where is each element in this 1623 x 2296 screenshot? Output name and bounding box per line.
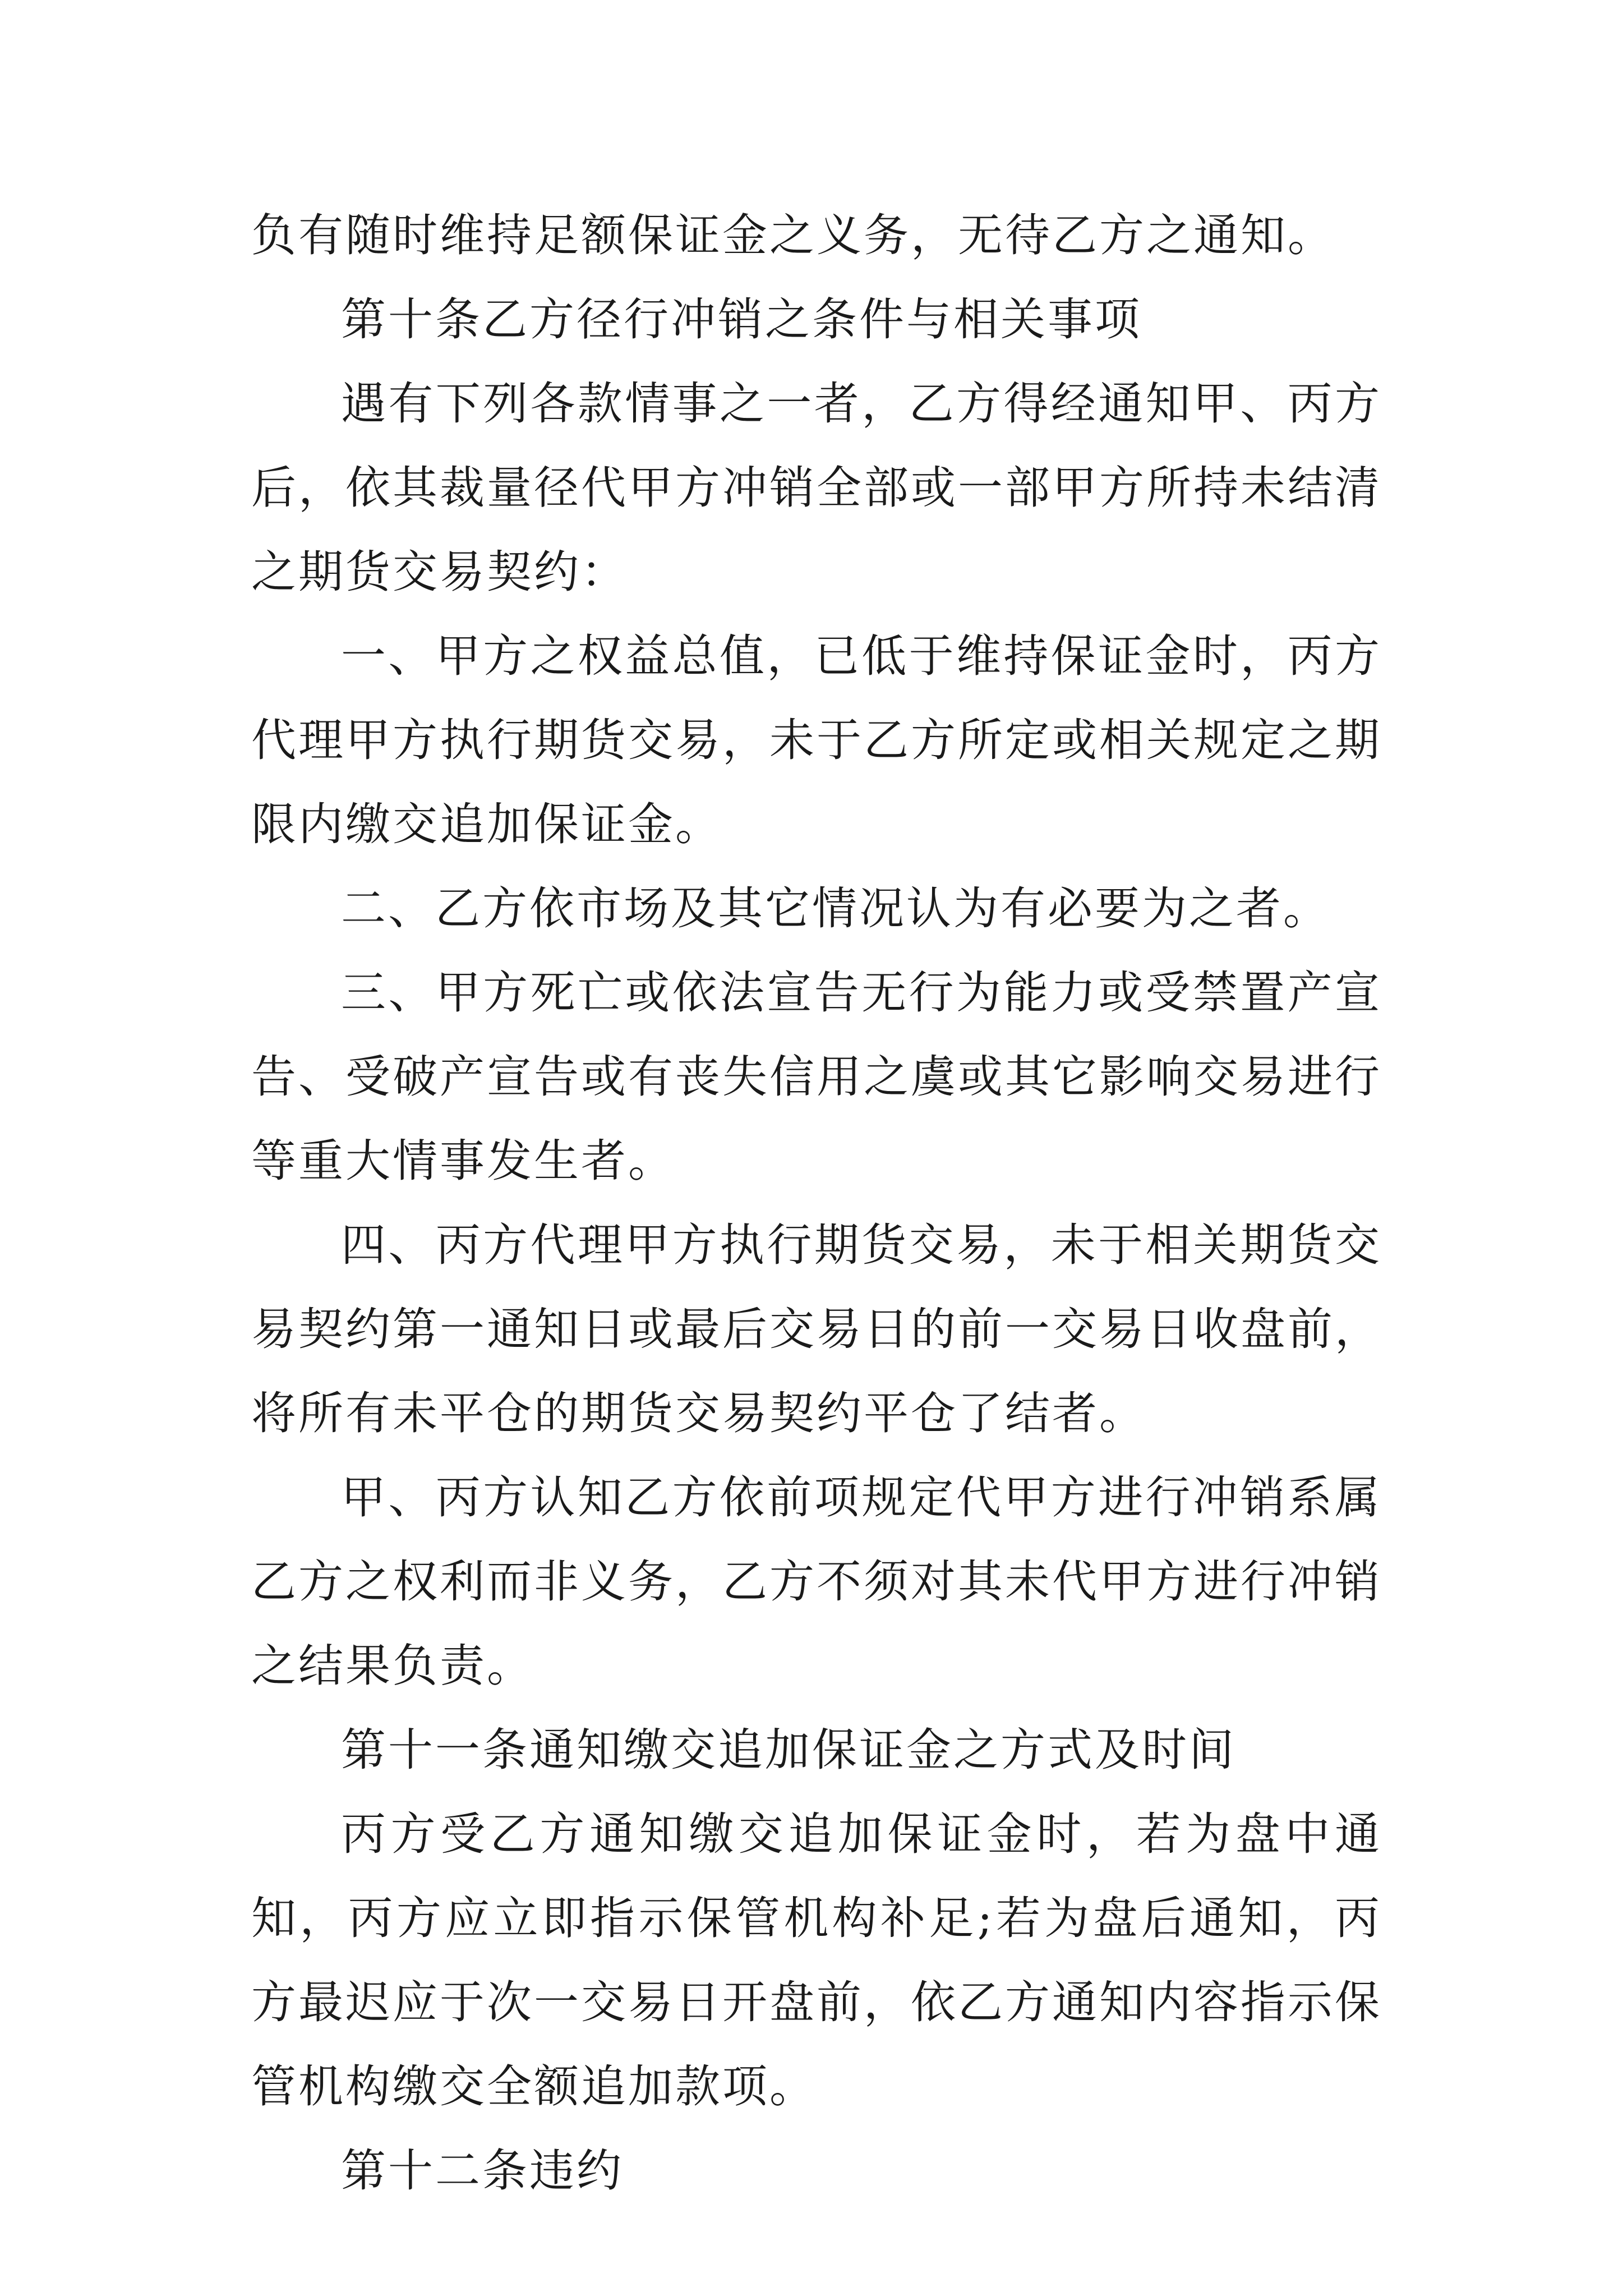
- article-12-heading: 第十二条违约: [341, 2145, 624, 2197]
- article-10-item-2: 二、乙方依市场及其它情况认为有必要为之者。: [341, 882, 1330, 935]
- article-10-heading: 第十条乙方径行冲销之条件与相关事项: [341, 293, 1142, 346]
- paragraph-continuation: 负有随时维持足额保证金之义务，无待乙方之通知。: [251, 209, 1335, 261]
- article-10-item-3: 三、甲方死亡或依法宣告无行为能力或受禁置产宣告、受破产宣告或有丧失信用之虞或其它影响交易进行等重大情事发生者。: [251, 967, 1382, 1187]
- article-10-intro: 遇有下列各款情事之一者，乙方得经通知甲、丙方后，依其裁量径代甲方冲销全部或一部甲方所持未结清之期货交易契约：: [251, 378, 1382, 598]
- article-10-item-1: 一、甲方之权益总值，已低于维持保证金时，丙方代理甲方执行期货交易，未于乙方所定或相关规定之期限内缴交追加保证金。: [251, 630, 1382, 850]
- article-10-item-4: 四、丙方代理甲方执行期货交易，未于相关期货交易契约第一通知日或最后交易日的前一交易日收盘前，将所有未平仓的期货交易契约平仓了结者。: [251, 1219, 1382, 1439]
- article-10-closing: 甲、丙方认知乙方依前项规定代甲方进行冲销系属乙方之权利而非义务，乙方不须对其未代甲方进行冲销之结果负责。: [251, 1471, 1382, 1692]
- document-body: [251, 194, 1382, 2213]
- article-11-body: 丙方受乙方通知缴交追加保证金时，若为盘中通知，丙方应立即指示保管机构补足;若为盘后通知，丙方最迟应于次一交易日开盘前，依乙方通知内容指示保管机构缴交全额追加款项。: [251, 1808, 1382, 2113]
- article-11-heading: 第十一条通知缴交追加保证金之方式及时间: [341, 1724, 1236, 1776]
